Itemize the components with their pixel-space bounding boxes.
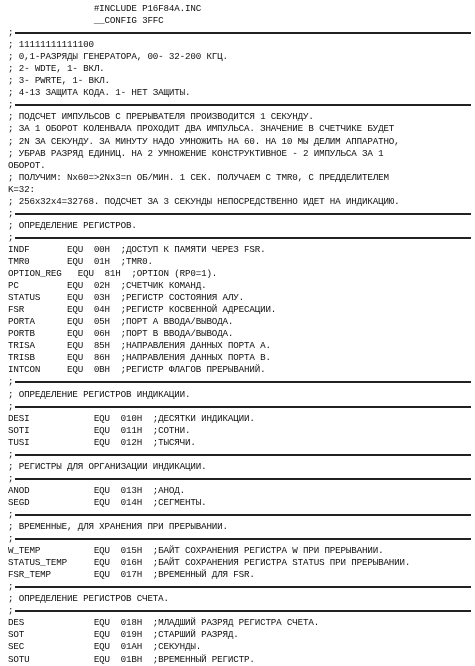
code-line: #INCLUDE P16F84A.INC: [8, 3, 202, 14]
separator-comment-marker: ;: [8, 508, 14, 520]
separator-comment-marker: ;: [8, 400, 14, 412]
separator-rule: [8, 208, 471, 220]
code-line: FSR EQU 04H ;РЕГИСТР КОСВЕННОЙ АДРЕСАЦИИ.: [8, 304, 277, 316]
code-line: ; 3- PWRTE, 1- ВКЛ.: [8, 75, 110, 87]
code-line: TRISA EQU 85H ;НАПРАВЛЕНИЯ ДАННЫХ ПОРТА А.: [8, 340, 271, 352]
code-line: TUSI EQU 012H ;ТЫСЯЧИ.: [8, 436, 196, 448]
code-line: STATUS EQU 03H ;РЕГИСТР СОСТОЯНИЯ АЛУ.: [8, 292, 244, 304]
separator-comment-marker: ;: [8, 472, 14, 484]
code-line: ; ОПРЕДЕЛЕНИЕ РЕГИСТРОВ ИНДИКАЦИИ.: [8, 388, 191, 400]
code-line: ANOD EQU 013H ;АНОД.: [8, 484, 185, 496]
code-line: PORTB EQU 06H ;ПОРТ В ВВОДА/ВЫВОДА.: [8, 328, 234, 340]
code-line: PC EQU 02H ;СЧЕТЧИК КОМАНД.: [8, 280, 207, 292]
separator-rule: [8, 473, 471, 485]
separator-comment-marker: ;: [8, 448, 14, 460]
separator-rule: [8, 99, 471, 111]
separator-rule: [8, 232, 471, 244]
code-line: ; ОПРЕДЕЛЕНИЕ РЕГИСТРОВ СЧЕТА.: [8, 593, 169, 605]
code-line: ; 2N ЗА СЕКУНДУ. ЗА МИНУТУ НАДО УМНОЖИТЬ НА 60. НА 10 МЫ ДЕЛИМ АППАРАТНО,: [8, 135, 400, 147]
separator-rule: [8, 509, 471, 521]
code-line: INDF EQU 00H ;ДОСТУП К ПАМЯТИ ЧЕРЕЗ FSR.: [8, 243, 266, 255]
separator-rule: [8, 27, 471, 39]
separator-rule: [8, 376, 471, 388]
separator-comment-marker: ;: [8, 605, 14, 617]
code-line: DES EQU 018H ;МЛАДШИЙ РАЗРЯД РЕГИСТРА СЧЕТА.: [8, 617, 320, 629]
separator-comment-marker: ;: [8, 231, 14, 243]
code-line: W_TEMP EQU 015H ;БАЙТ СОХРАНЕНИЯ РЕГИСТРА W ПРИ ПРЕРЫВАНИИ.: [8, 545, 384, 557]
code-line: ; ОПРЕДЕЛЕНИЕ РЕГИСТРОВ.: [8, 219, 137, 231]
separator-comment-marker: ;: [8, 376, 14, 388]
code-line: SEGD EQU 014H ;СЕГМЕНТЫ.: [8, 496, 207, 508]
code-line: TRISB EQU 86H ;НАПРАВЛЕНИЯ ДАННЫХ ПОРТА В.: [8, 352, 271, 364]
code-line: __CONFIG 3FFC: [8, 15, 164, 27]
code-line: DESI EQU 010H ;ДЕСЯТКИ ИНДИКАЦИИ.: [8, 412, 255, 424]
separator-rule: [8, 581, 471, 593]
code-line: ; 4-13 ЗАЩИТА КОДА. 1- НЕТ ЗАЩИТЫ.: [8, 87, 191, 99]
code-line: SEC EQU 01AH ;СЕКУНДЫ.: [8, 641, 202, 653]
separator-comment-marker: ;: [8, 581, 14, 593]
code-line: SOTI EQU 011H ;СОТНИ.: [8, 424, 191, 436]
code-line: ; ПОДСЧЕТ ИМПУЛЬСОВ С ПРЕРЫВАТЕЛЯ ПРОИЗВОДИТСЯ 1 СЕКУНДУ.: [8, 111, 314, 123]
code-line: ; УБРАВ РАЗРЯД ЕДИНИЦ. НА 2 УМНОЖЕНИЕ КОНСТРУКТИВНОЕ - 2 ИМПУЛЬСА ЗА 1: [8, 147, 384, 159]
code-line: ; ЗА 1 ОБОРОТ КОЛЕНВАЛА ПРОХОДИТ ДВА ИМПУЛЬСА. ЗНАЧЕНИЕ В СЧЕТЧИКЕ БУДЕТ: [8, 123, 395, 135]
code-listing: [8, 3, 471, 666]
code-line: SOTU EQU 01BH ;ВРЕМЕННЫЙ РЕГИСТР.: [8, 653, 255, 665]
code-line: K=32:: [8, 183, 35, 195]
code-line: INTCON EQU 0BH ;РЕГИСТР ФЛАГОВ ПРЕРЫВАНИЙ.: [8, 364, 266, 376]
code-line: OPTION_REG EQU 81H ;OPTION (RP0=1).: [8, 268, 218, 280]
code-line: ; 11111111111100: [8, 39, 94, 51]
separator-rule: [8, 533, 471, 545]
code-line: ; РЕГИСТРЫ ДЛЯ ОРГАНИЗАЦИИ ИНДИКАЦИИ.: [8, 460, 207, 472]
separator-comment-marker: ;: [8, 99, 14, 111]
code-line: ; ПОЛУЧИМ: Nx60=>2Nx3=n ОБ/МИН. 1 СЕК. ПОЛУЧАЕМ С TMR0, С ПРЕДДЕЛИТЕЛЕМ: [8, 171, 389, 183]
separator-rule: [8, 401, 471, 413]
code-line: ОБОРОТ.: [8, 159, 46, 171]
code-line: STATUS_TEMP EQU 016H ;БАЙТ СОХРАНЕНИЯ РЕГИСТРА STATUS ПРИ ПРЕРЫВАНИИ.: [8, 557, 411, 569]
code-line: ; ВРЕМЕННЫЕ, ДЛЯ ХРАНЕНИЯ ПРИ ПРЕРЫВАНИИ.: [8, 521, 228, 533]
code-line: ; 0,1-РАЗРЯДЫ ГЕНЕРАТОРА, 00- 32-200 КГЦ.: [8, 51, 228, 63]
separator-rule: [8, 449, 471, 461]
code-line: FSR_TEMP EQU 017H ;ВРЕМЕННЫЙ ДЛЯ FSR.: [8, 569, 255, 581]
separator-comment-marker: ;: [8, 27, 14, 39]
separator-comment-marker: ;: [8, 207, 14, 219]
code-line: ; 256x32x4=32768. ПОДСЧЕТ ЗА 3 СЕКУНДЫ НЕПОСРЕДСТВЕННО ИДЕТ НА ИНДИКАЦИЮ.: [8, 195, 400, 207]
code-line: ; 2- WDTE, 1- ВКЛ.: [8, 63, 105, 75]
separator-rule: [8, 605, 471, 617]
code-line: SOT EQU 019H ;СТАРШИЙ РАЗРЯД.: [8, 629, 239, 641]
code-line: PORTA EQU 05H ;ПОРТ А ВВОДА/ВЫВОДА.: [8, 316, 234, 328]
code-line: TMR0 EQU 01H ;TMR0.: [8, 255, 153, 267]
separator-comment-marker: ;: [8, 533, 14, 545]
